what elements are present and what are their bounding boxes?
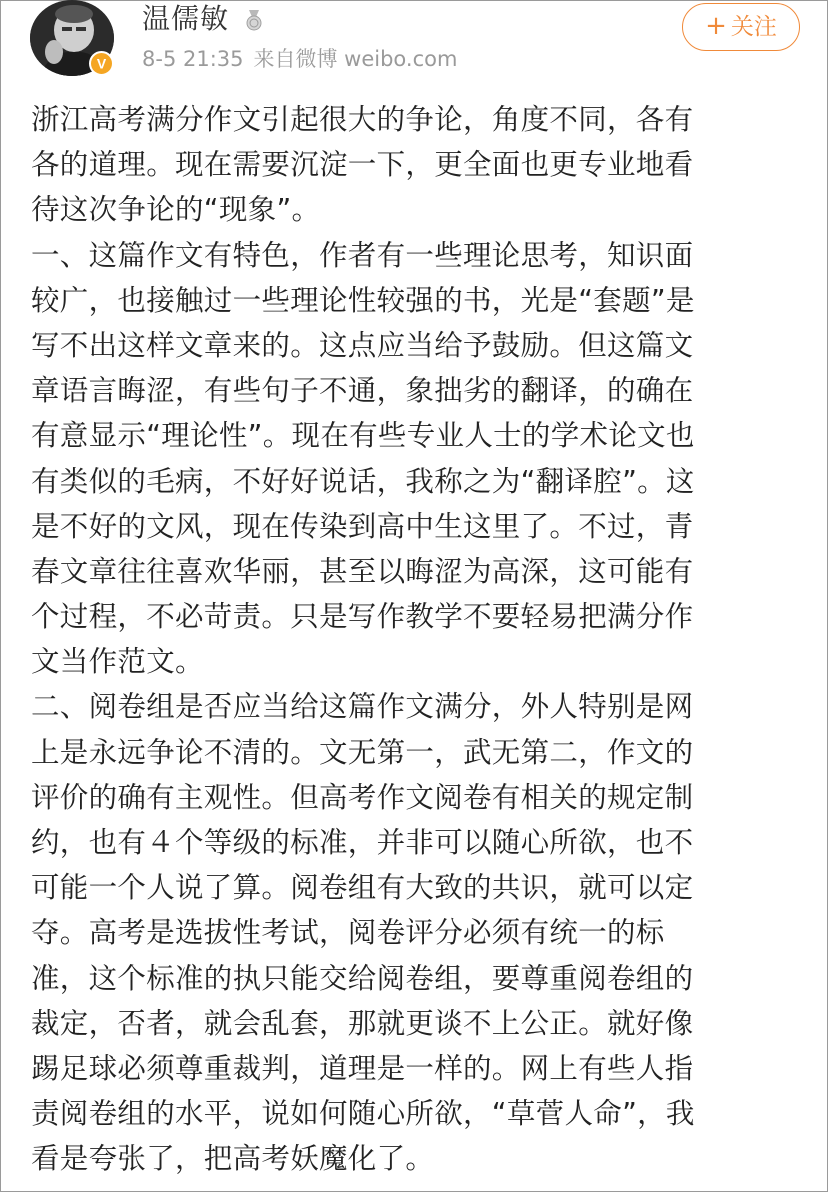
post-line: 浙江高考满分作文引起很大的争论，角度不同，各有 [31, 103, 694, 136]
post-line: 有类似的毛病，不好好说话，我称之为“翻译腔”。这 [31, 464, 695, 498]
post-line: 待这次争论的“现象”。 [31, 193, 321, 227]
post-timestamp: 8-5 21:35 [142, 47, 244, 71]
post-body [31, 97, 801, 1182]
post-line: 看是夸张了，把高考妖魔化了。 [31, 1142, 435, 1176]
post-line: 较广，也接触过一些理论性较强的书，光是“套题”是 [31, 283, 695, 317]
post-header [0, 0, 830, 90]
post-line: 写不出这样文章来的。这点应当给予鼓励。但这篇文 [31, 328, 694, 362]
post-line: 是不好的文风，现在传染到高中生这里了。不过，青 [31, 509, 694, 543]
medal-icon[interactable] [243, 9, 265, 31]
follow-label: 关注 [730, 14, 777, 40]
svg-text:V: V [96, 55, 107, 72]
plus-icon: + [705, 11, 727, 41]
post-line: 一、这篇作文有特色，作者有一些理论思考，知识面 [31, 238, 694, 272]
post-line: 各的道理。现在需要沉淀一下，更全面也更专业地看 [31, 148, 694, 182]
post-line: 春文章往往喜欢华丽，甚至以晦涩为高深，这可能有 [31, 554, 694, 588]
post-line: 可能一个人说了算。阅卷组有大致的共识，就可以定 [31, 871, 694, 905]
post-line: 上是永远争论不清的。文无第一，武无第二，作文的 [31, 735, 694, 769]
post-line: 二、阅卷组是否应当给这篇作文满分，外人特别是网 [31, 690, 694, 724]
post-line: 有意显示“理论性”。现在有些专业人士的学术论文也 [31, 419, 695, 453]
post-line: 文当作范文。 [31, 645, 204, 679]
post-source[interactable]: 来自微博 weibo.com [253, 47, 458, 71]
post-meta [142, 45, 467, 73]
post-line: 评价的确有主观性。但高考作文阅卷有相关的规定制 [31, 780, 694, 814]
post-line: 裁定，否者，就会乱套，那就更谈不上公正。就好像 [31, 1006, 694, 1040]
verified-badge-icon [89, 51, 114, 76]
post-line: 夺。高考是选拔性考试，阅卷评分必须有统一的标 [31, 916, 665, 950]
post-line: 个过程，不必苛责。只是写作教学不要轻易把满分作 [31, 600, 694, 634]
post-line: 踢足球必须尊重裁判，道理是一样的。网上有些人指 [31, 1051, 694, 1085]
post-line: 约，也有４个等级的标准，并非可以随心所欲，也不 [31, 826, 694, 859]
post-line: 准，这个标准的执只能交给阅卷组，要尊重阅卷组的 [31, 961, 694, 995]
follow-button[interactable] [682, 3, 800, 51]
username[interactable]: 温儒敏 [142, 2, 230, 35]
post-line: 章语言晦涩，有些句子不通，象拙劣的翻译，的确在 [31, 374, 694, 408]
post-line: 责阅卷组的水平，说如何随心所欲，“草菅人命”，我 [31, 1097, 695, 1131]
